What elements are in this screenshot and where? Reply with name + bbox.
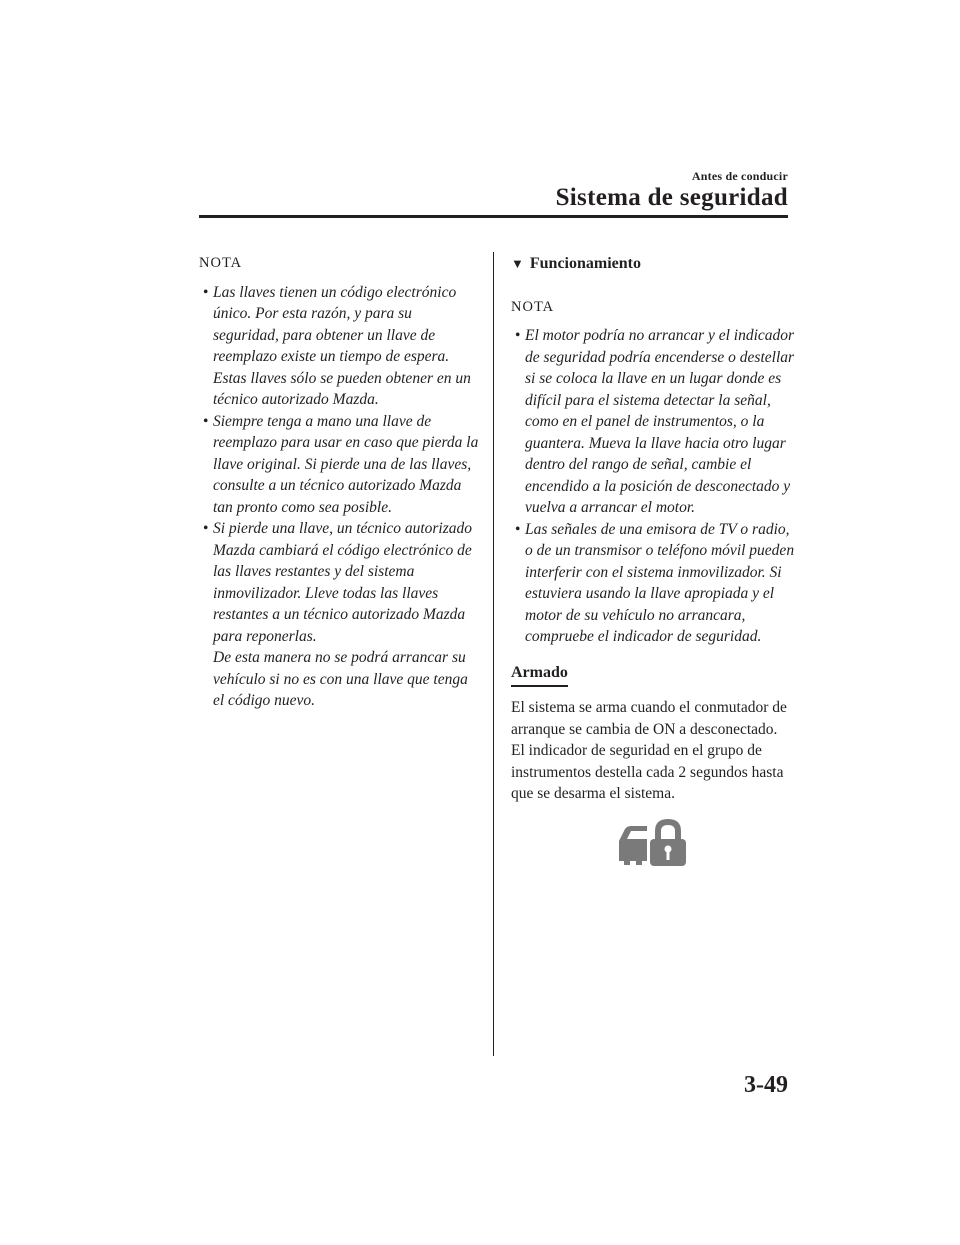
chapter-title: Antes de conducir bbox=[691, 169, 788, 183]
bullet-icon: • bbox=[203, 520, 209, 537]
note-text: Las señales de una emisora de TV o radio, o de un transmisor o teléfono móvil pueden interferir con el sistema inmovilizador. Si estuviera usando la llave apropiada y el motor de su vehículo no arrancara, compruebe el indicador de seguridad. bbox=[525, 520, 795, 645]
note-text: Si pierde una llave, un técnico autorizado Mazda cambiará el código electrónico de las llaves restantes y del sistema inmovilizador. Lleve todas las llaves restantes a un técnico autorizado Mazda para reponerlas. De esta manera no se podrá arrancar su vehículo si no es con una llave que tenga el código nuevo. bbox=[213, 520, 473, 709]
bullet-icon: • bbox=[515, 520, 521, 538]
note-list bbox=[511, 325, 796, 648]
armado-paragraph: El indicador de seguridad en el grupo de instrumentos destella cada 2 segundos hasta que se desarma el sistema. bbox=[511, 742, 784, 802]
note-text: El motor podría no arrancar y el indicador de seguridad podría encenderse o destellar si se coloca la llave en un lugar donde es difícil para el sistema detectar la señal, como en el panel de instrumentos, o la guantera. Mueva la llave hacia otro lugar dentro del rango de señal, cambie el encendido a la posición de desconectado y vuelva a arrancar el motor. bbox=[525, 327, 795, 516]
note-item bbox=[199, 411, 479, 519]
note-label: NOTA bbox=[511, 298, 555, 315]
note-item bbox=[199, 518, 479, 712]
left-column bbox=[199, 253, 479, 712]
section-title: Sistema de seguridad bbox=[555, 184, 788, 211]
note-item bbox=[511, 325, 796, 519]
note-label: NOTA bbox=[199, 255, 243, 271]
note-list bbox=[199, 282, 479, 712]
header-rule bbox=[199, 215, 788, 218]
note-text: Siempre tenga a mano una llave de reemplazo para usar en caso que pierda la llave original. Si pierde una de las llaves, consulte a un técnico autorizado Mazda tan pronto como sea posible. bbox=[213, 412, 479, 516]
armado-paragraph: El sistema se arma cuando el conmutador de arranque se cambia de ON a desconectado. bbox=[511, 699, 787, 738]
security-indicator-icon bbox=[617, 817, 687, 867]
column-divider bbox=[493, 252, 494, 1056]
note-text: Las llaves tienen un código electrónico único. Por esta razón, y para su seguridad, para obtener un llave de reemplazo existe un tiempo de espera. Estas llaves sólo se pueden obtener en un técnico autorizado Mazda. bbox=[213, 283, 471, 408]
bullet-icon: • bbox=[203, 283, 209, 301]
funcionamiento-heading bbox=[511, 253, 796, 275]
bullet-icon: • bbox=[203, 412, 209, 430]
bullet-icon: • bbox=[515, 327, 521, 344]
right-column bbox=[511, 253, 796, 805]
note-item bbox=[511, 519, 796, 648]
armado-heading: Armado bbox=[511, 662, 568, 688]
subheading-text: Funcionamiento bbox=[529, 255, 641, 272]
page-number: 3-49 bbox=[744, 1072, 788, 1098]
note-item bbox=[199, 282, 479, 411]
triangle-marker-icon: ▼ bbox=[511, 256, 524, 271]
